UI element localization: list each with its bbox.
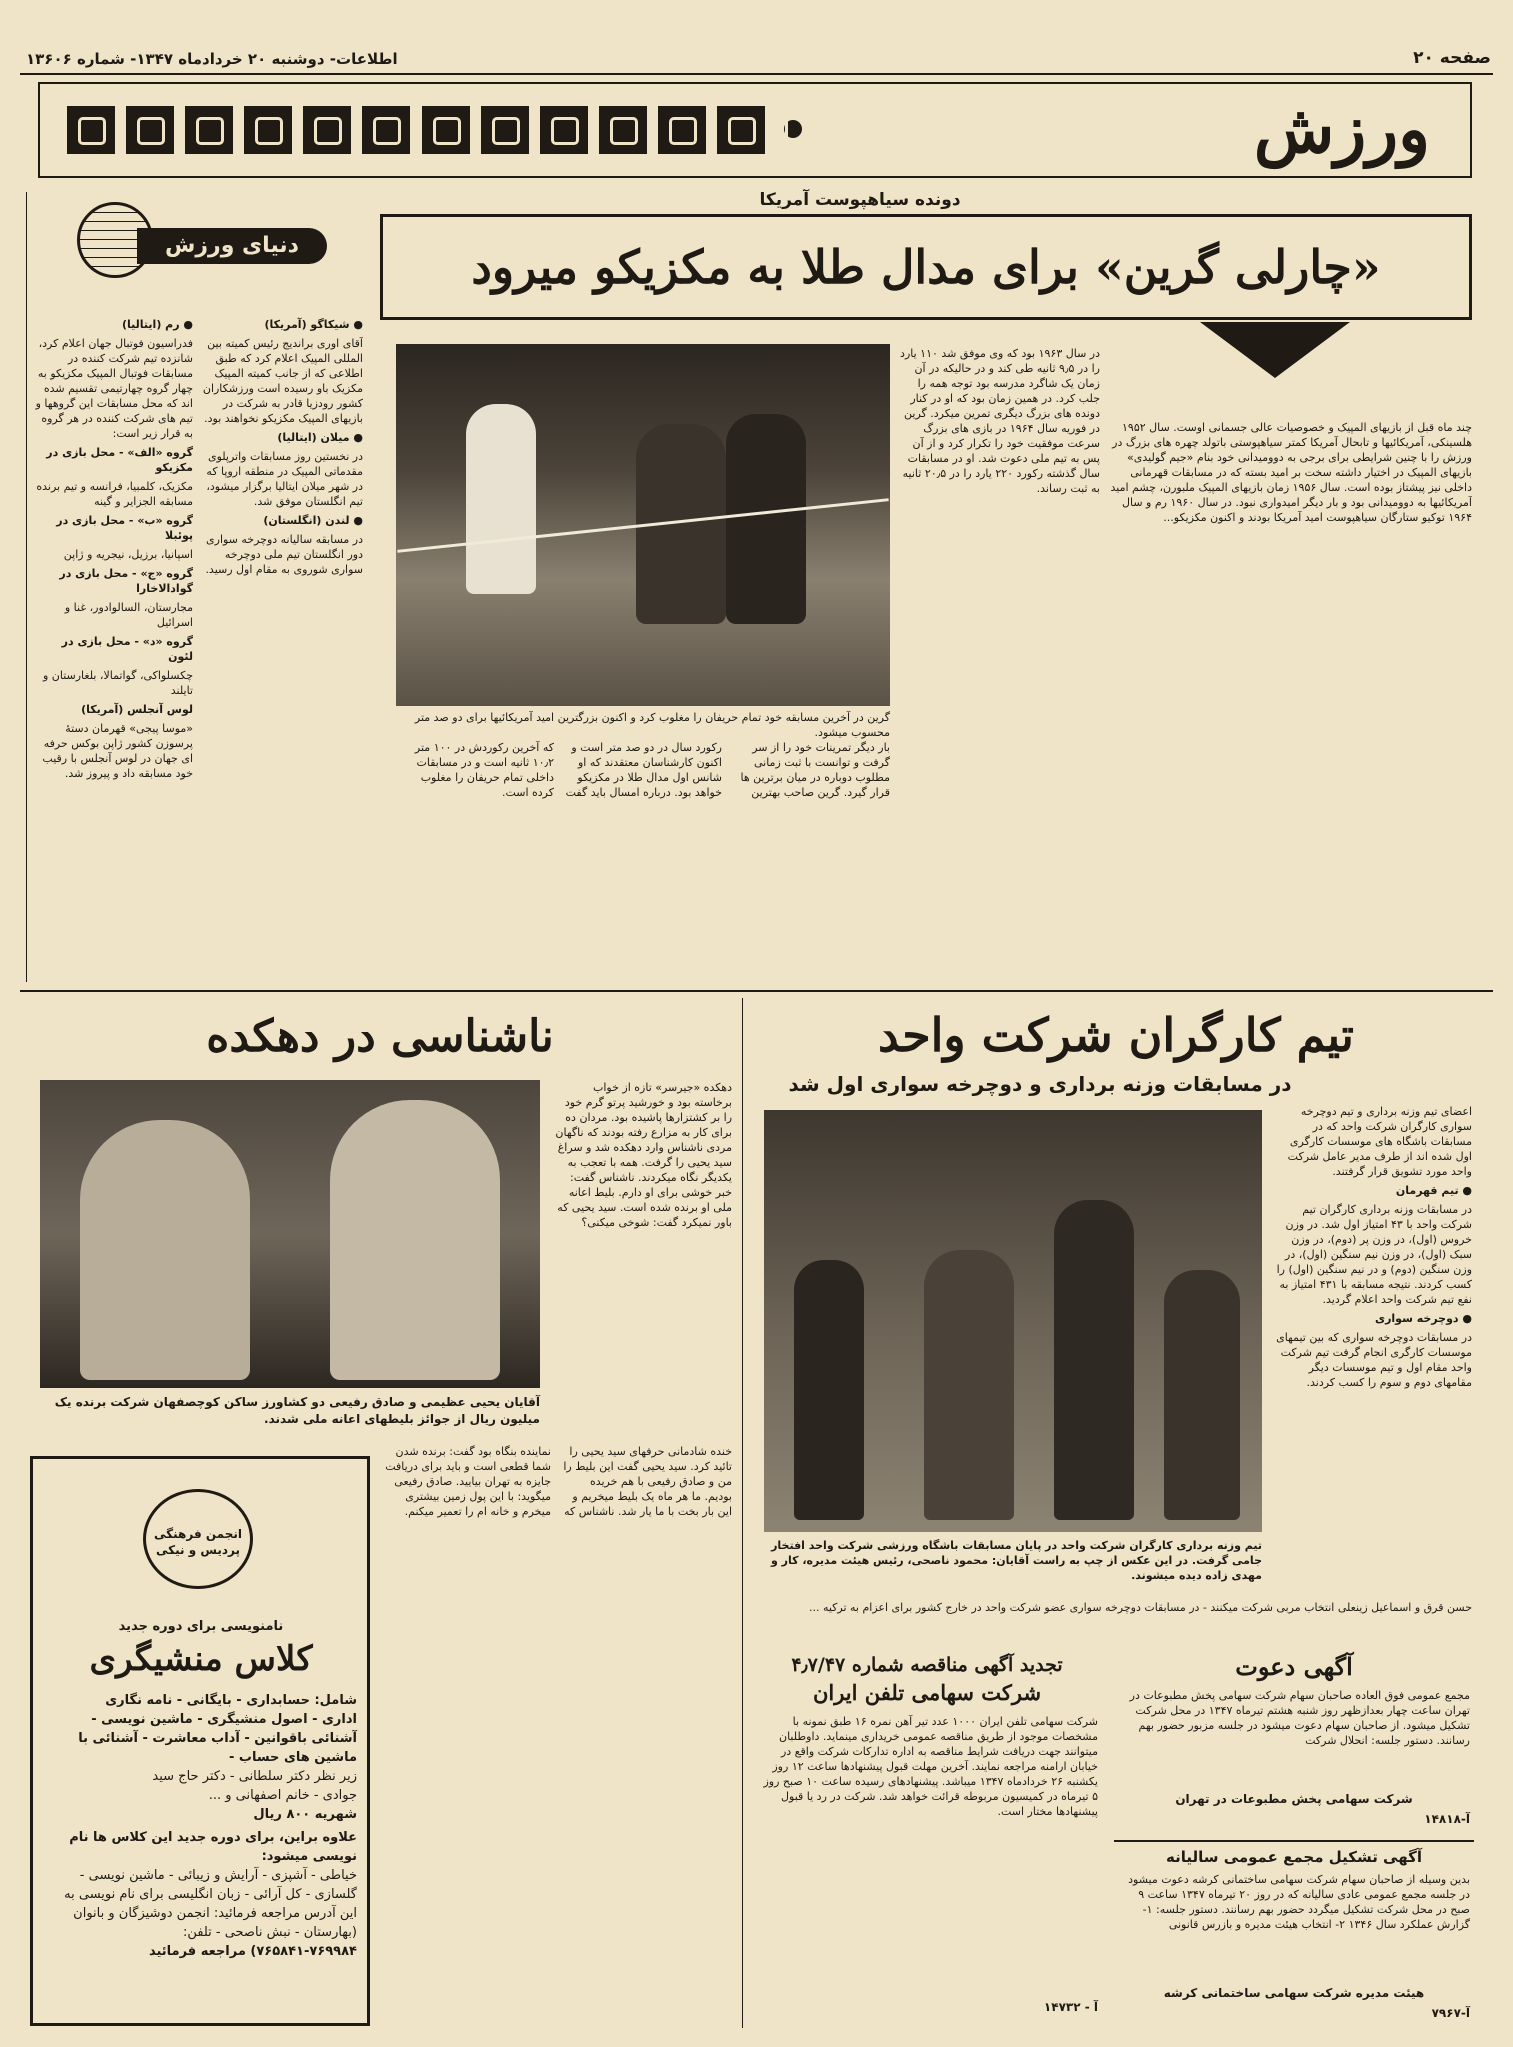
- class-ad-title: کلاس منشیگری: [89, 1639, 313, 1679]
- swimmer-icon: [658, 106, 706, 154]
- gymnast-icon: [185, 106, 233, 154]
- hurdler-icon: [599, 106, 647, 154]
- sprint-photo: [396, 344, 890, 706]
- ws-item-text: مجارستان، السالوادور، غنا و اسرائیل: [64, 601, 193, 629]
- column-divider: [742, 998, 743, 2028]
- class-ad-line: زیر نظر دکتر سلطانی - دکتر حاج سید: [152, 1769, 357, 1784]
- workers-sub-2: ● دوچرخه سواری: [1374, 1312, 1472, 1325]
- workers-subhead: در مسابقات وزنه برداری و دوچرخه سواری اول شد: [788, 1072, 1292, 1096]
- invite-ad: [1114, 1652, 1474, 1842]
- ws-item-text: آقای اوری براندیج رئیس کمیته بین المللی المپیک اعلام کرد که طبق اطلاعی که از جانب کمیته المپیک مکزیک باو رسیده است ورزشکاران کشور رودزیا قادر به شرکت در بازیهای المپیک مکزیکو نخواهند بود.: [202, 337, 363, 425]
- runner-icon: [481, 106, 529, 154]
- issue-line: اطلاعات- دوشنبه ۲۰ خردادماه ۱۳۴۷- شماره ۱۳۶۰۶: [26, 50, 398, 68]
- man-portrait: [80, 1120, 250, 1380]
- class-ad-lines: [45, 1691, 357, 1961]
- world-sports-badge: دنیای ورزش: [137, 228, 327, 264]
- workers-photo-caption: تیم وزنه برداری کارگران شرکت واحد در پایان مسابقات باشگاه ورزشی شرکت واحد افتخار جامی گرفت. در این عکس از چپ به راست آقایان: محمود ناصحی، رئیس هیئت مدیره، کار و مهدی زاده دیده میشوند.: [770, 1539, 1262, 1582]
- class-ad-fee: شهریه ۸۰۰ ریال: [253, 1807, 357, 1822]
- tender-body: شرکت سهامی تلفن ایران ۱۰۰۰ عدد تیر آهن نمره ۱۶ طبق نمونه با مشخصات موجود از طریق مناقصه عمومی خریداری مینماید. داوطلبان میتوانند جهت دریافت شرایط مناقصه به اداره تدارکات شرکت واقع در خیابان ارامنه مراجعه نمایند. آخرین مهلت قبول پیشنهادها ساعت ۱۲ روز یکشنبه ۲۶ خردادماه ۱۳۴۷ میباشد. پیشنهادهای رسیده ساعت ۱۰ صبح روز ۵ تیرماه در کمیسیون مربوطه قرائت خواهد شد. شرکت در رد یا قبول پیشنهادها مختار است.: [763, 1715, 1098, 1818]
- person-figure: [924, 1250, 1014, 1520]
- cyclist-icon: [67, 106, 115, 154]
- workers-photo-caption-2: حسن قرق و اسماعیل زینعلی انتخاب مربی شرکت میکنند - در مسابقات دوچرخه سواری عضو شرکت واحد در خارج کشور برای اعزام به ترکیه ...: [808, 1601, 1472, 1614]
- class-ad-line: شامل: حسابداری - بایگانی - نامه نگاری: [105, 1693, 357, 1708]
- tender-code: آ - ۱۴۷۳۲: [1043, 2000, 1098, 2014]
- ws-item-text: در مسابقه سالیانه دوچرخه سواری دور انگلستان تیم ملی دوچرخه سواری شوروی به مقام اول رسید.: [205, 533, 363, 576]
- world-sports-col-right: [199, 317, 363, 977]
- runner-figure: [726, 414, 806, 624]
- workers-body: [1272, 1104, 1472, 1594]
- class-ad-extra-body: خیاطی - آشپزی - آرایش و زیبائی - ماشین نویسی - گلسازی - کل آرائی - زبان انگلیسی برای نام نویسی به این آدرس مراجعه فرمائید: انجمن دوشیزگان و بانوان (بهارستان - نبش ناصحی - تلفن:: [64, 1868, 357, 1940]
- village-photo: [40, 1080, 540, 1388]
- class-ad-line: جوادی - خانم اصفهانی و ...: [208, 1788, 357, 1803]
- class-ad-kicker: نامنویسی برای دوره جدید: [118, 1619, 284, 1634]
- headline-arrow-icon: [1200, 322, 1350, 378]
- ws-item-head: گروه «ب» - محل بازی در پوئبلا: [56, 514, 193, 542]
- assembly-body: بدین وسیله از صاحبان سهام شرکت سهامی ساختمانی کرشه دعوت میشود در جلسه مجمع عمومی عادی سالیانه که در روز ۲۰ تیرماه ۱۳۴۷ ساعت ۹ صبح در محل شرکت تشکیل میگردد حضور بهم رسانند. دستور جلسه: ۱- گزارش عملکرد سال ۱۳۴۶ ۲- انتخاب هیئت مدیره و بازرس قانونی: [1128, 1873, 1470, 1931]
- ws-item-head: ● رم (ایتالیا): [122, 318, 193, 331]
- class-ad: [30, 1456, 370, 2026]
- green-headline: «چارلی گرین» برای مدال طلا به مکزیکو میرود: [380, 214, 1472, 320]
- page-number: صفحه ۲۰: [1413, 48, 1491, 68]
- invite-signer: شرکت سهامی پخش مطبوعات در تهران: [1175, 1792, 1413, 1806]
- green-body-right: چند ماه قبل از بازیهای المپیک و خصوصیات عالی جسمانی اوست. سال ۱۹۵۲ هلسینکی، آمریکائیها و تابحال آمریکا کمتر سیاهپوستی باتولد چهره های بزرگ در ورزش را با چنین شرایطی برای برجی به دوومیدانی خود بنام «جیم گولیدی» بازیهای المپیک در اختیار داشته سخت بر امید بسته که در مسابقات قهرمانی داخلی نیز پیشتاز بوده است. سال ۱۹۵۶ زمان بازیهای المپیک ملبورن، چشم امید آمریکائیها به دوومیدانی بود و بار دیگر امیدواری نبود. در سال ۱۹۶۰ رم و سال ۱۹۶۴ توکیو ستارگان سیاهپوست امید آمریکا بودند و اکنون مکزیکو...: [1110, 421, 1472, 524]
- class-ad-line: اداری - اصول منشیگری - ماشین نویسی -: [91, 1712, 357, 1727]
- ws-item-head: لوس آنجلس (آمریکا): [81, 703, 193, 716]
- ws-item-text: مکزیک، کلمبیا، فرانسه و تیم برنده مسابقه الجزایر و گینه: [36, 480, 193, 508]
- man-portrait: [330, 1100, 500, 1380]
- rower-icon: [717, 106, 765, 154]
- class-ad-line: آشنائی باقوانین - آداب معاشرت - آشنائی با: [78, 1731, 357, 1746]
- ws-item-head: ● میلان (ایتالیا): [277, 431, 363, 444]
- workers-body-p2: در مسابقات وزنه برداری کارگران تیم شرکت واحد با ۴۳ امتیاز اول شد. در وزن خروس (اول)، در وزن پر (دوم)، در وزن سبک (اول)، در وزن نیم سنگین (اول)، در وزن سنگین (دوم) و در نیم سنگین (اول) را کسب کردند. نتیجه مسابقه با ۴۳۱ امتیاز به نفع تیم شرکت واحد اعلام گردید.: [1276, 1203, 1472, 1306]
- assembly-title: آگهی تشکیل مجمع عمومی سالیانه: [1165, 1848, 1423, 1866]
- invite-code: آ-۱۴۸۱۸: [1424, 1812, 1470, 1826]
- ws-item-head: ● شیکاگو (آمریکا): [264, 318, 363, 331]
- person-figure: [1164, 1270, 1240, 1520]
- sport-icons-strip: [64, 106, 1164, 158]
- green-body-middle: در سال ۱۹۶۳ بود که وی موفق شد ۱۱۰ یارد را در ۹٫۵ ثانیه طی کند و در حالیکه در آن زمان یک شاگرد مدرسه بود توجه همه را جلب کرد. در همین زمان بود که او در کنار دونده های بزرگ دیگری تمرین میکرد. گرین در فوریه سال ۱۹۶۴ در بازی های بزرگ سرعت موفقیت خود را تکرار کرد و از آن پس به تیم ملی دعوت شد. او در مسابقات سال گذشته رکورد ۲۲۰ یارد را در ۲۰٫۵ ثانیه به ثبت رساند.: [900, 347, 1100, 495]
- invite-body: مجمع عمومی فوق العاده صاحبان سهام شرکت سهامی پخش مطبوعات در تهران ساعت چهار بعدازظهر روز شنبه هشتم تیرماه ۱۳۴۷ در محل شرکت تشکیل میشود. از صاحبان سهام دعوت میشود در جلسه مزبور حضور بهم رسانند. دستور جلسه: انحلال شرکت: [1129, 1689, 1470, 1747]
- assembly-code: آ-۷۹۶۷: [1431, 2006, 1470, 2020]
- person-figure: [1054, 1200, 1134, 1520]
- tender-ad: [752, 1654, 1102, 2024]
- ws-item-text: در نخستین روز مسابقات واترپلوی مقدماتی المپیک در منطقه اروپا که در شهر میلان ایتالیا برگزار میشود، تیم انگلستان موفق شد.: [206, 450, 363, 508]
- world-sports-col-left: [35, 317, 193, 977]
- ws-item-text: اسپانیا، برزیل، نیجریه و ژاپن: [63, 548, 193, 561]
- assembly-signer: هیئت مدیره شرکت سهامی ساختمانی کرشه: [1163, 1986, 1425, 2000]
- green-kicker: دونده سیاهپوست آمریکا: [759, 190, 961, 210]
- class-ad-extra-title: علاوه براین، برای دوره جدید این کلاس ها نام نویسی میشود:: [69, 1830, 357, 1864]
- section-banner: [38, 82, 1472, 178]
- workers-sub-1: ● تیم قهرمان: [1395, 1184, 1472, 1197]
- village-body-right: دهکده «جیرسر» تازه از خواب برخاسته بود و خورشید پرتو گرم خود را بر کشتزارها پاشیده بود. مردان ده برای کار به مزارع رفته بودند که ناگهان مردی ناشناس وارد دهکده شد و سراغ سید یحیی را گرفت. همه با تعجب به یکدیگر نگاه میکردند. ناشناس گفت: خبر خوشی برای او دارم. بلیط اعانه ملی او برنده شده است. سید یحیی که باور نمیکرد گفت: شوخی میکنی؟: [555, 1081, 732, 1229]
- invite-title: آگهی دعوت: [1235, 1652, 1353, 1681]
- ws-item-head: گروه «الف» - محل بازی در مکزیکو: [46, 446, 193, 474]
- header-rule: [20, 73, 1493, 75]
- assembly-ad: [1114, 1848, 1474, 2028]
- workers-headline: تیم کارگران شرکت واحد: [878, 1008, 1354, 1062]
- ws-item-head: گروه «ج» - محل بازی در گوادالاخارا: [59, 567, 193, 595]
- world-sports-column: [26, 192, 362, 982]
- village-photo-caption: آقایان یحیی عظیمی و صادق رفیعی دو کشاورز ساکن کوچصفهان شرکت برنده یک میلیون ریال از جوائز بلیطهای اعانه ملی شدند.: [54, 1395, 540, 1426]
- ws-item-text: «موسا پیجی» قهرمان دستهٔ پرسوزن کشور ژاپن بوکس حرفه ای جهان در لوس آنجلس با رقیب خود مسابقه داد و پیروز شد.: [42, 722, 193, 780]
- ws-item-text: چکسلواکی، گواتمالا، بلغارستان و تایلند: [42, 669, 193, 697]
- wrestler-icon: [362, 106, 410, 154]
- target-icon: [776, 108, 806, 152]
- runner-figure: [466, 404, 536, 594]
- village-headline: ناشناسی در دهکده: [206, 1011, 554, 1062]
- class-ad-line: ماشین های حساب -: [228, 1750, 357, 1765]
- workers-photo: [764, 1110, 1262, 1532]
- weightlifter-icon: [303, 106, 351, 154]
- boxer-icon: [126, 106, 174, 154]
- village-body-left: خنده شادمانی حرفهای سید یحیی را تائید کرد. سید یحیی گفت این بلیط را من و صادق رفیعی با هم خریده بودیم. ما هر ماه یک بلیط میخریم و این بار بخت با ما یار شد. ناشناس که نماینده بنگاه بود گفت: برنده شدن شما قطعی است و باید برای دریافت جایزه به تهران بیایید. صادق رفیعی میگوید: با این پول زمین بیشتری میخرم و خانه ام را تعمیر میکنم.: [385, 1445, 732, 1518]
- tender-title: تجدید آگهی مناقصه شماره ۴٫۷/۴۷: [791, 1654, 1063, 1676]
- class-ad-logo: انجمن فرهنگی پردیس و نیکی: [143, 1489, 253, 1589]
- ws-item-head: گروه «د» - محل بازی در لئون: [61, 635, 193, 663]
- fencer-icon: [540, 106, 588, 154]
- section-divider: [20, 990, 1493, 992]
- basketball-icon: [244, 106, 292, 154]
- volleyball-icon: [422, 106, 470, 154]
- person-figure: [794, 1260, 864, 1520]
- tender-company: شرکت سهامی تلفن ایران: [812, 1680, 1042, 1705]
- green-body-left: بار دیگر تمرینات خود را از سر گرفت و توانست با ثبت زمانی مطلوب دوباره در میان برترین ها قرار گیرد. گرین صاحب بهترین رکورد سال در دو صد متر است و اکنون کارشناسان معتقدند که او شانس اول مدال طلا در مکزیکو خواهد بود. درباره امسال باید گفت که آخرین رکوردش در ۱۰۰ متر ۱۰٫۲ ثانیه است و در مسابقات داخلی تمام حریفان را مغلوب کرده است.: [414, 741, 890, 799]
- sprint-photo-caption: گرین در آخرین مسابقه خود تمام حریفان را مغلوب کرد و اکنون بزرگترین امید آمریکائیها برای دو صد متر محسوب میشود.: [414, 711, 890, 739]
- workers-body-p1: اعضای تیم وزنه برداری و تیم دوچرخه سواری کارگران شرکت واحد که در مسابقات باشگاه های موسسات کارگری اول شده اند از طرف مدیر عامل شرکت واحد مورد تشویق قرار گرفتند.: [1287, 1105, 1472, 1178]
- ws-item-text: فدراسیون فوتبال جهان اعلام کرد، شانزده تیم شرکت کننده در مسابقات فوتبال المپیک مکزیکو به چهار گروه چهارتیمی تقسیم شده اند که محل مسابقات این گروهها و تیم های شرکت کننده در هر گروه به قرار زیر است:: [35, 337, 193, 440]
- ws-item-head: ● لندن (انگلستان): [263, 514, 363, 527]
- section-title: ورزش: [1253, 90, 1430, 168]
- workers-body-p3: در مسابقات دوچرخه سواری که بین تیمهای موسسات کارگری انجام گرفت تیم شرکت واحد مقام اول و تیم موسسات دیگر مقامهای دوم و سوم را کسب کردند.: [1276, 1331, 1472, 1389]
- class-ad-phone: ۷۶۵۸۴۱-۷۶۹۹۸۴) مراجعه فرمائید: [148, 1944, 357, 1959]
